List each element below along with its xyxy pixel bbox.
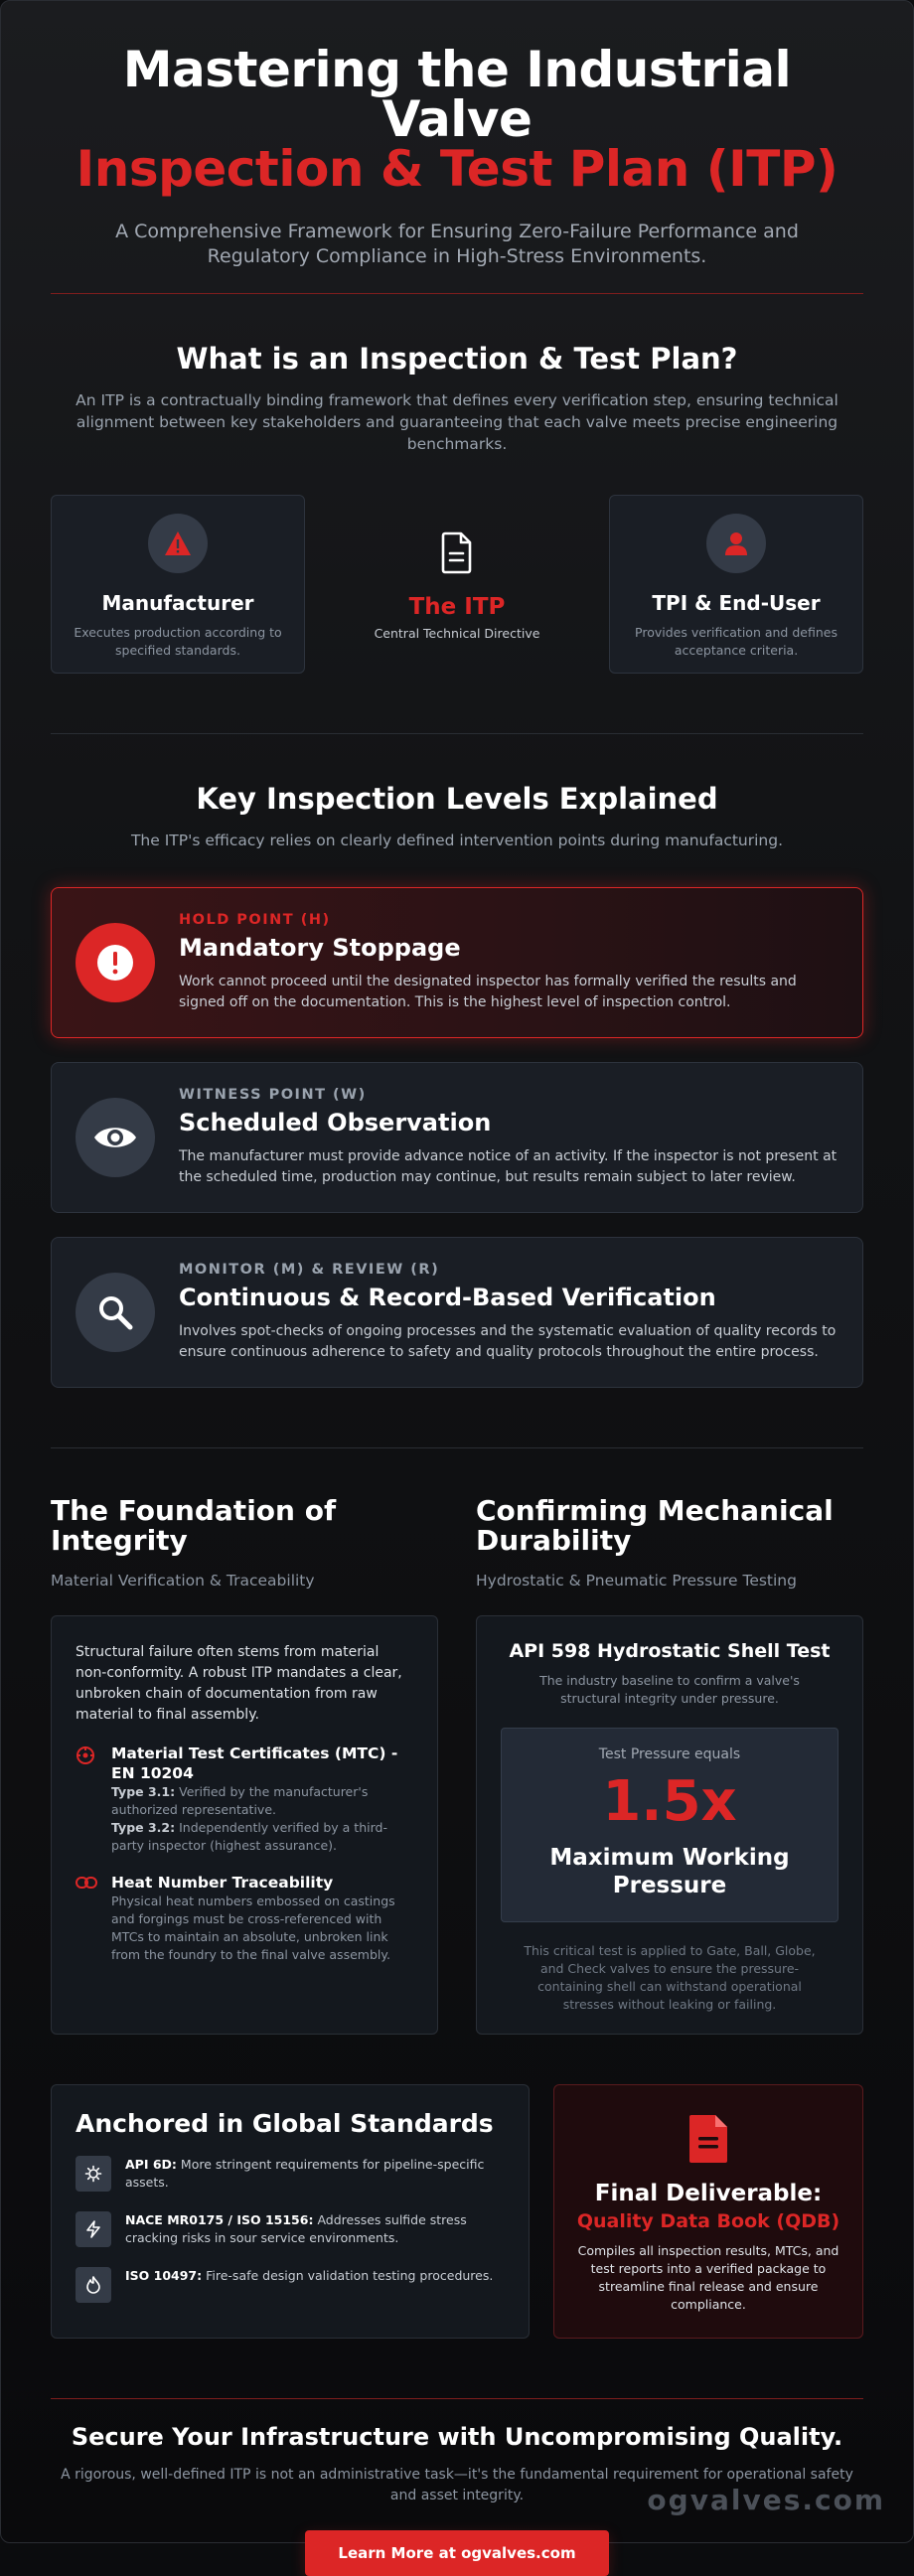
column-subtitle: Hydrostatic & Pneumatic Pressure Testing (476, 1572, 797, 1590)
type-32-text: Independently verified by a third-party inspector (highest assurance). (111, 1820, 387, 1853)
level-title: Continuous & Record-Based Verification (179, 1284, 716, 1311)
page-title (51, 41, 863, 198)
two-column-section (51, 1448, 863, 2035)
cta-text: A rigorous, well-defined ITP is not an administrative task—it's the fundamental requirement for operational safety and asset integrity. (61, 2467, 853, 2503)
section-title: What is an Inspection & Test Plan? (176, 342, 738, 376)
heat-title: Heat Number Traceability (111, 1874, 334, 1892)
mtc-title: Material Test Certificates (MTC) - EN 10204 (111, 1744, 398, 1782)
pressure-value: 1.5x (602, 1769, 737, 1834)
standard-text (125, 2156, 505, 2192)
deliverable-text: Compiles all inspection results, MTCs, and test reports into a verified package to streamline final release and ensure compliance. (577, 2243, 839, 2312)
monitor-review-card (51, 1237, 863, 1388)
standards-card (51, 2084, 530, 2339)
type-31-text: Verified by the manufacturer's authorized representative. (111, 1784, 369, 1817)
type-31-label: Type 3.1: (111, 1784, 176, 1799)
title-line-1: Mastering the Industrial Valve (122, 41, 792, 148)
document-icon (437, 530, 477, 574)
foundation-panel (51, 1615, 438, 2035)
user-icon (706, 514, 766, 573)
standard-text (125, 2211, 505, 2247)
itp-center-text: Central Technical Directive (374, 626, 540, 641)
standard-label: ISO 10497: (125, 2268, 203, 2283)
test-subtitle: The industry baseline to confirm a valve's structural integrity under pressure. (539, 1673, 800, 1706)
test-title: API 598 Hydrostatic Shell Test (509, 1640, 831, 1662)
standards-title: Anchored in Global Standards (76, 2109, 494, 2138)
heat-item (76, 1873, 413, 1964)
standard-item (76, 2267, 505, 2303)
standard-text (125, 2267, 493, 2285)
standards-row (51, 2084, 863, 2339)
section-description: An ITP is a contractually binding framework that defines every verification step, ensuring technical alignment between key stakeholders and guaranteeing that each valve meets precise engineering benchmarks. (76, 391, 838, 453)
card-title: TPI & End-User (652, 591, 821, 615)
level-tag: HOLD POINT (H) (179, 912, 331, 928)
column-title: Confirming Mechanical Durability (476, 1494, 834, 1557)
level-title: Mandatory Stoppage (179, 934, 461, 962)
target-icon (76, 1745, 97, 1855)
manufacturer-card (51, 495, 305, 674)
mtc-item (76, 1743, 413, 1855)
inspection-levels-section (51, 734, 863, 1388)
standard-item (76, 2156, 505, 2192)
learn-more-button[interactable]: Learn More at ogvalves.com (305, 2530, 609, 2576)
level-tag: WITNESS POINT (W) (179, 1087, 367, 1103)
foundation-column (51, 1496, 438, 2035)
section-subtitle: The ITP's efficacy relies on clearly defined intervention points during manufacturing. (130, 832, 784, 849)
stakeholder-row (51, 495, 863, 674)
level-title: Scheduled Observation (179, 1109, 492, 1136)
title-line-2: Inspection & Test Plan (ITP) (76, 140, 838, 198)
lightning-icon (76, 2211, 111, 2247)
level-description: Involves spot-checks of ongoing processes and the systematic evaluation of quality records to ensure continuous adherence to safety and quality protocols throughout the entire process. (179, 1323, 837, 1360)
deliverable-subtitle: Quality Data Book (QDB) (576, 2210, 840, 2232)
itp-center-title: The ITP (408, 594, 506, 620)
type-32-label: Type 3.2: (111, 1820, 176, 1835)
gear-icon (76, 2156, 111, 2192)
foundation-intro: Structural failure often stems from material non-conformity. A robust ITP mandates a clear, unbroken chain of documentation from raw material to final assembly. (76, 1644, 402, 1723)
exclamation-icon (76, 923, 155, 1002)
tpi-card (609, 495, 863, 674)
standard-description: Fire-safe design validation testing procedures. (206, 2268, 494, 2283)
hydro-panel (476, 1615, 863, 2035)
card-text: Provides verification and defines acceptance criteria. (635, 625, 838, 658)
itp-center (330, 495, 584, 674)
heat-text: Physical heat numbers embossed on castings and forgings must be cross-referenced with MTCs to maintain an absolute, unbroken link from the foundry to the final valve assembly. (111, 1894, 395, 1962)
page-subtitle: A Comprehensive Framework for Ensuring Zero-Failure Performance and Regulatory Compliance in High-Stress Environments. (115, 221, 799, 267)
durability-column (476, 1496, 863, 2035)
eye-icon (76, 1098, 155, 1177)
standard-description: Addresses sulfide stress cracking risks in sour service environments. (125, 2212, 467, 2245)
pressure-unit: Maximum Working Pressure (549, 1845, 790, 1898)
cta-title: Secure Your Infrastructure with Uncompromising Quality. (71, 2423, 843, 2451)
card-title: Manufacturer (101, 591, 254, 615)
column-subtitle: Material Verification & Traceability (51, 1572, 315, 1590)
test-footer: This critical test is applied to Gate, Ball, Globe, and Check valves to ensure the pressure-containing shell can withstand operational stresses without leaking or failing. (524, 1943, 816, 2012)
standard-description: More stringent requirements for pipeline-specific assets. (125, 2157, 485, 2190)
itp-section (51, 294, 863, 674)
warning-icon (148, 514, 208, 573)
hold-point-card (51, 887, 863, 1038)
mtc-type-32 (111, 1819, 413, 1855)
level-description: The manufacturer must provide advance notice of an activity. If the inspector is not present at the scheduled time, production may continue, but results remain subject to later review. (179, 1148, 838, 1185)
watermark: ogvalves.com (647, 2484, 885, 2516)
pressure-box (501, 1728, 838, 1922)
flame-icon (76, 2267, 111, 2303)
hero-section (51, 1, 863, 269)
card-text: Executes production according to specified standards. (74, 625, 282, 658)
link-icon (76, 1875, 97, 1964)
deliverable-card (553, 2084, 863, 2339)
pressure-label: Test Pressure equals (598, 1746, 741, 1762)
mtc-type-31 (111, 1783, 413, 1819)
magnifier-icon (76, 1273, 155, 1352)
column-title: The Foundation of Integrity (51, 1494, 337, 1557)
level-description: Work cannot proceed until the designated inspector has formally verified the results and signed off on the documentation. This is the highest level of inspection control. (179, 974, 797, 1010)
witness-point-card (51, 1062, 863, 1213)
document-icon (554, 2113, 862, 2169)
standard-label: NACE MR0175 / ISO 15156: (125, 2212, 314, 2227)
level-tag: MONITOR (M) & REVIEW (R) (179, 1262, 440, 1278)
deliverable-title: Final Deliverable: (594, 2181, 823, 2206)
section-title: Key Inspection Levels Explained (196, 782, 718, 816)
standard-item (76, 2211, 505, 2247)
standard-label: API 6D: (125, 2157, 177, 2172)
